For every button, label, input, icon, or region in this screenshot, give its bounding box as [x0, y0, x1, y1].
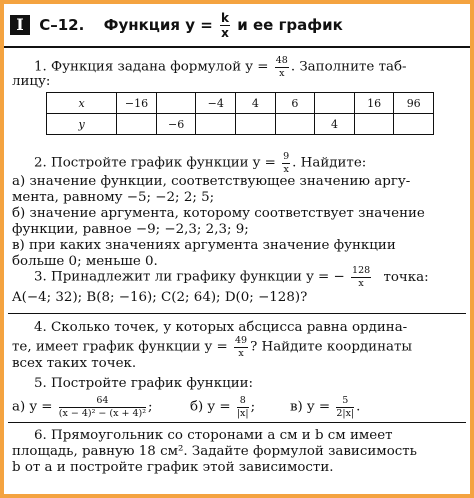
fraction-numerator: 5: [336, 396, 354, 408]
task5-a-post: ;: [148, 399, 153, 415]
section-divider: [8, 313, 466, 314]
fraction-denominator: x: [358, 277, 364, 289]
task5-line1: 5. Постройте график функции:: [34, 376, 254, 391]
fraction-denominator: x: [279, 67, 285, 79]
fraction-denominator: x: [283, 163, 289, 175]
task6-line2: площадь, равную 18 см². Задайте формулой зависимость: [12, 444, 417, 459]
variant-badge: I: [10, 15, 30, 35]
task2-text: 2. Постройте график функции y =: [34, 155, 276, 171]
task2-line-c1: в) при каких значениях аргумента значение функции: [12, 238, 396, 253]
task1-line1: [34, 56, 407, 78]
task1-line2: лицу:: [12, 74, 51, 89]
fraction-numerator: 49: [234, 335, 248, 346]
fraction-denominator: (x − 4)² − (x + 4)²: [58, 407, 147, 419]
table-cell: −4: [196, 93, 236, 114]
task5-a-text: а) y =: [12, 399, 53, 415]
task5-a-fraction: [59, 396, 146, 418]
fraction-numerator: k: [221, 11, 230, 25]
task5-item-c: [290, 396, 360, 418]
table-cell: [275, 114, 315, 135]
task2-fraction: [282, 152, 290, 174]
task4-text-post: ? Найдите координаты: [250, 339, 413, 355]
task4-line2: [12, 336, 412, 358]
fraction-numerator: 64: [59, 396, 146, 408]
fraction-denominator: x: [221, 26, 229, 40]
task3-line1: [34, 266, 429, 288]
table-cell: [236, 114, 276, 135]
task3-text: 3. Принадлежит ли графику функции y = −: [34, 269, 345, 285]
task1-text-post: . Заполните таб-: [290, 59, 407, 75]
task1-text: 1. Функция задана формулой y =: [34, 59, 269, 75]
fraction-numerator: 9: [283, 151, 290, 162]
task2-text-post: . Найдите:: [292, 155, 367, 171]
fraction-numerator: 128: [352, 265, 371, 276]
task6-line3: b от a и постройте график этой зависимости.: [12, 460, 334, 475]
fraction-denominator: x: [238, 347, 244, 359]
table-cell: x: [47, 93, 117, 114]
table-cell: 96: [394, 93, 434, 114]
table-cell: 6: [275, 93, 315, 114]
task6-line1: 6. Прямоугольник со сторонами a см и b см имеет: [34, 428, 393, 443]
task2-line1: [34, 152, 366, 174]
fraction-denominator: 2|x|: [336, 407, 355, 419]
task3-line2: A(−4; 32); B(8; −16); C(2; 64); D(0; −128)?: [12, 290, 308, 305]
table-cell: [156, 93, 196, 114]
table-cell: y: [47, 114, 117, 135]
table-cell: [117, 114, 157, 135]
task5-b-text: б) y =: [190, 399, 231, 415]
task2-line-a2: мента, равному −5; −2; 2; 5;: [12, 190, 215, 205]
task4-fraction: [234, 336, 248, 358]
table-row: [47, 114, 434, 135]
fraction-denominator: |x|: [236, 407, 249, 419]
table-cell: 16: [354, 93, 394, 114]
task1-fraction: [275, 56, 289, 78]
table-cell: 4: [315, 114, 355, 135]
table-cell: [354, 114, 394, 135]
fraction-numerator: 8: [237, 396, 249, 408]
task5-item-a: [12, 396, 153, 418]
task4-text: те, имеет график функции y =: [12, 339, 228, 355]
table-cell: [315, 93, 355, 114]
table-cell: 4: [236, 93, 276, 114]
worksheet-title-post: и ее график: [237, 16, 343, 34]
task3-fraction: [351, 266, 371, 288]
task4-line3: всех таких точек.: [12, 356, 137, 371]
task5-c-post: .: [356, 399, 361, 415]
task2-line-b1: б) значение аргумента, которому соответствует значение: [12, 206, 425, 221]
task2-line-a1: а) значение функции, соответствующее значению аргу-: [12, 174, 411, 189]
task5-item-b: [190, 396, 255, 418]
task5-c-text: в) y =: [290, 399, 331, 415]
task5-b-post: ;: [250, 399, 256, 415]
table-cell: [196, 114, 236, 135]
task2-line-c2: больше 0; меньше 0.: [12, 254, 158, 269]
task2-line-b2: функции, равное −9; −2,3; 2,3; 9;: [12, 222, 249, 237]
values-table: [46, 92, 434, 135]
section-divider: [8, 422, 466, 423]
table-cell: −6: [156, 114, 196, 135]
table-cell: [394, 114, 434, 135]
worksheet-header: [10, 12, 343, 39]
task3-text-post: точка:: [383, 269, 429, 285]
task5-b-fraction: [237, 396, 249, 418]
header-fraction: [220, 12, 230, 39]
task5-c-fraction: [336, 396, 354, 418]
worksheet-code: С–12.: [39, 16, 85, 34]
table-cell: −16: [117, 93, 157, 114]
fraction-numerator: 48: [275, 55, 288, 66]
task4-line1: 4. Сколько точек, у которых абсцисса равна ордина-: [34, 320, 408, 335]
worksheet-title-pre: Функция y =: [103, 16, 213, 34]
header-divider: [4, 46, 470, 48]
table-row: [47, 93, 434, 114]
